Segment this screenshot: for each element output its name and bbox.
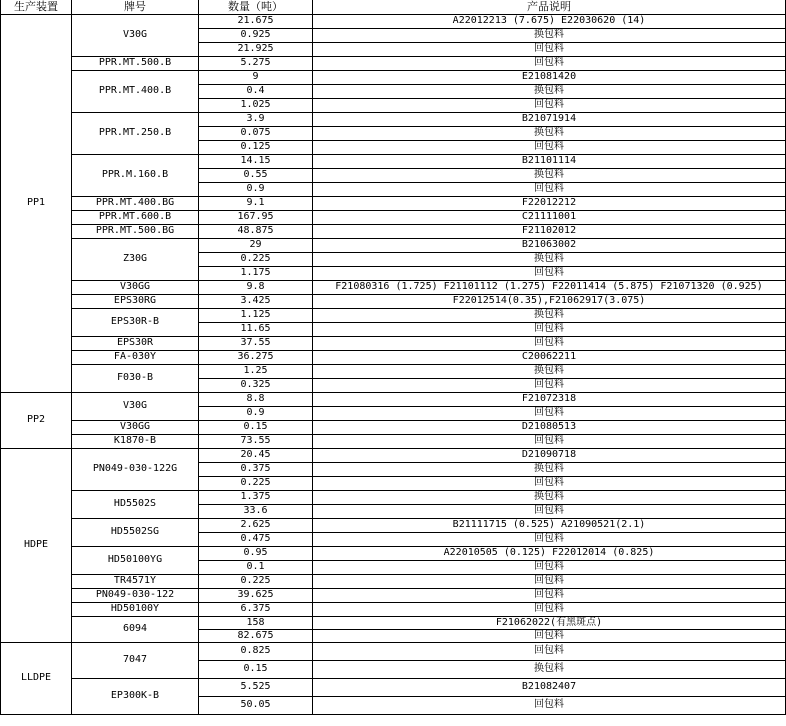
cell-desc[interactable]: 换包料	[313, 462, 786, 476]
cell-desc[interactable]: 回包料	[313, 42, 786, 56]
cell-desc[interactable]: 回包料	[313, 98, 786, 112]
table-row	[1, 642, 786, 660]
cell-desc[interactable]: B21082407	[313, 678, 786, 696]
cell-grade[interactable]: PN049-030-122	[72, 588, 199, 602]
cell-desc[interactable]: 回包料	[313, 56, 786, 70]
cell-qty[interactable]: 21.675	[199, 14, 313, 28]
cell-qty[interactable]: 0.4	[199, 84, 313, 98]
cell-qty[interactable]: 11.65	[199, 322, 313, 336]
table-row	[1, 420, 786, 434]
cell-qty[interactable]: 1.125	[199, 308, 313, 322]
cell-qty[interactable]: 0.225	[199, 574, 313, 588]
cell-desc[interactable]: 换包料	[313, 84, 786, 98]
cell-qty[interactable]: 50.05	[199, 696, 313, 714]
table-row	[1, 434, 786, 448]
cell-qty[interactable]: 0.1	[199, 560, 313, 574]
cell-qty[interactable]: 14.15	[199, 154, 313, 168]
cell-grade[interactable]: EP300K-B	[72, 678, 199, 714]
cell-desc[interactable]: 回包料	[313, 476, 786, 490]
cell-qty[interactable]: 0.475	[199, 532, 313, 546]
cell-desc[interactable]: D21080513	[313, 420, 786, 434]
cell-desc[interactable]: 换包料	[313, 490, 786, 504]
cell-qty[interactable]: 21.925	[199, 42, 313, 56]
cell-qty[interactable]: 0.15	[199, 660, 313, 678]
cell-grade[interactable]: EPS30R-B	[72, 308, 199, 336]
cell-qty[interactable]: 0.95	[199, 546, 313, 560]
cell-desc[interactable]: 回包料	[313, 574, 786, 588]
cell-desc[interactable]: F22012514(0.35),F21062917(3.075)	[313, 294, 786, 308]
cell-grade[interactable]: HD50100Y	[72, 602, 199, 616]
cell-desc[interactable]: 回包料	[313, 434, 786, 448]
cell-desc[interactable]: B21071914	[313, 112, 786, 126]
cell-grade[interactable]: HD5502SG	[72, 518, 199, 546]
cell-qty[interactable]: 0.9	[199, 182, 313, 196]
cell-desc[interactable]: 回包料	[313, 560, 786, 574]
cell-qty[interactable]: 5.275	[199, 56, 313, 70]
cell-qty[interactable]: 3.9	[199, 112, 313, 126]
cell-grade[interactable]: 7047	[72, 642, 199, 678]
cell-qty[interactable]: 9.1	[199, 196, 313, 210]
cell-desc[interactable]: 回包料	[313, 322, 786, 336]
cell-desc[interactable]: F21072318	[313, 392, 786, 406]
table-row	[1, 392, 786, 406]
cell-desc[interactable]: 回包料	[313, 336, 786, 350]
table-row	[1, 490, 786, 504]
cell-desc[interactable]: A22010505 (0.125) F22012014 (0.825)	[313, 546, 786, 560]
cell-qty[interactable]: 0.225	[199, 476, 313, 490]
cell-desc[interactable]: A22012213 (7.675) E22030620 (14)	[313, 14, 786, 28]
cell-qty[interactable]: 20.45	[199, 448, 313, 462]
cell-grade[interactable]: V30GG	[72, 420, 199, 434]
cell-qty[interactable]: 0.55	[199, 168, 313, 182]
cell-desc[interactable]: 换包料	[313, 660, 786, 678]
header-plant[interactable]: 生产装置	[1, 0, 72, 14]
cell-qty[interactable]: 0.15	[199, 420, 313, 434]
table-row	[1, 616, 786, 629]
table-row	[1, 294, 786, 308]
cell-grade[interactable]: V30GG	[72, 280, 199, 294]
cell-qty[interactable]: 39.625	[199, 588, 313, 602]
cell-desc[interactable]: 回包料	[313, 140, 786, 154]
cell-desc[interactable]: 回包料	[313, 532, 786, 546]
cell-desc[interactable]: 换包料	[313, 364, 786, 378]
cell-desc[interactable]: 换包料	[313, 126, 786, 140]
cell-grade[interactable]: FA-030Y	[72, 350, 199, 364]
cell-grade[interactable]: TR4571Y	[72, 574, 199, 588]
table-row	[1, 210, 786, 224]
cell-qty[interactable]: 158	[199, 616, 313, 629]
table-row	[1, 308, 786, 322]
cell-qty[interactable]: 0.075	[199, 126, 313, 140]
table-row	[1, 678, 786, 696]
cell-desc[interactable]: 换包料	[313, 28, 786, 42]
cell-desc[interactable]: B21101114	[313, 154, 786, 168]
cell-qty[interactable]: 48.875	[199, 224, 313, 238]
table-row	[1, 448, 786, 462]
cell-qty[interactable]: 1.25	[199, 364, 313, 378]
cell-plant[interactable]: HDPE	[1, 448, 72, 642]
header-grade[interactable]: 牌号	[72, 0, 199, 14]
cell-qty[interactable]: 6.375	[199, 602, 313, 616]
cell-qty[interactable]: 9.8	[199, 280, 313, 294]
table-row	[1, 196, 786, 210]
cell-desc[interactable]: C20062211	[313, 350, 786, 364]
table-row	[1, 588, 786, 602]
cell-desc[interactable]: F21080316 (1.725) F21101112 (1.275) F22011414 (5.875) F21071320 (0.925)	[313, 280, 786, 294]
cell-qty[interactable]: 29	[199, 238, 313, 252]
cell-qty[interactable]: 0.825	[199, 642, 313, 660]
cell-desc[interactable]: 回包料	[313, 504, 786, 518]
cell-qty[interactable]: 0.9	[199, 406, 313, 420]
cell-qty[interactable]: 0.325	[199, 378, 313, 392]
cell-desc[interactable]: B21063002	[313, 238, 786, 252]
table-row	[1, 238, 786, 252]
cell-grade[interactable]: PPR.MT.250.B	[72, 112, 199, 154]
cell-grade[interactable]: EPS30RG	[72, 294, 199, 308]
table-row	[1, 154, 786, 168]
cell-qty[interactable]: 167.95	[199, 210, 313, 224]
cell-qty[interactable]: 0.925	[199, 28, 313, 42]
table-row	[1, 280, 786, 294]
cell-grade[interactable]: PPR.M.160.B	[72, 154, 199, 196]
header-desc[interactable]: 产品说明	[313, 0, 786, 14]
cell-qty[interactable]: 1.025	[199, 98, 313, 112]
cell-grade[interactable]: K1870-B	[72, 434, 199, 448]
cell-grade[interactable]: F030-B	[72, 364, 199, 392]
cell-desc[interactable]: F22012212	[313, 196, 786, 210]
cell-qty[interactable]: 2.625	[199, 518, 313, 532]
cell-grade[interactable]: Z30G	[72, 238, 199, 280]
cell-desc[interactable]: F21062022(有黑斑点)	[313, 616, 786, 629]
cell-qty[interactable]: 37.55	[199, 336, 313, 350]
table-row	[1, 364, 786, 378]
cell-qty[interactable]: 0.375	[199, 462, 313, 476]
cell-desc[interactable]: 换包料	[313, 252, 786, 266]
cell-plant[interactable]: LLDPE	[1, 642, 72, 714]
cell-qty[interactable]: 36.275	[199, 350, 313, 364]
table-row	[1, 70, 786, 84]
cell-grade[interactable]: 6094	[72, 616, 199, 642]
cell-grade[interactable]: PPR.MT.400.BG	[72, 196, 199, 210]
cell-grade[interactable]: PPR.MT.500.B	[72, 56, 199, 70]
cell-desc[interactable]: 换包料	[313, 308, 786, 322]
table-row	[1, 112, 786, 126]
cell-grade[interactable]: PPR.MT.600.B	[72, 210, 199, 224]
cell-desc[interactable]: 回包料	[313, 642, 786, 660]
table-row	[1, 224, 786, 238]
table-row	[1, 574, 786, 588]
cell-desc[interactable]: E21081420	[313, 70, 786, 84]
cell-qty[interactable]: 1.375	[199, 490, 313, 504]
cell-qty[interactable]: 33.6	[199, 504, 313, 518]
cell-desc[interactable]: C21111001	[313, 210, 786, 224]
cell-desc[interactable]: 回包料	[313, 266, 786, 280]
cell-grade[interactable]: HD5502S	[72, 490, 199, 518]
cell-grade[interactable]: HD50100YG	[72, 546, 199, 574]
cell-grade[interactable]: PN049-030-122G	[72, 448, 199, 490]
cell-grade[interactable]: V30G	[72, 14, 199, 56]
cell-desc[interactable]: 回包料	[313, 629, 786, 642]
cell-desc[interactable]: 回包料	[313, 182, 786, 196]
table-row	[1, 350, 786, 364]
table-row	[1, 336, 786, 350]
cell-qty[interactable]: 1.175	[199, 266, 313, 280]
cell-desc[interactable]: 回包料	[313, 378, 786, 392]
cell-grade[interactable]: PPR.MT.400.B	[72, 70, 199, 112]
cell-qty[interactable]: 5.525	[199, 678, 313, 696]
table-row	[1, 14, 786, 28]
cell-desc[interactable]: 回包料	[313, 588, 786, 602]
table-row	[1, 518, 786, 532]
cell-grade[interactable]: EPS30R	[72, 336, 199, 350]
cell-plant[interactable]: PP1	[1, 14, 72, 392]
header-qty[interactable]: 数量（吨）	[199, 0, 313, 14]
cell-desc[interactable]: B21111715 (0.525) A21090521(2.1)	[313, 518, 786, 532]
cell-desc[interactable]: 回包料	[313, 406, 786, 420]
cell-desc[interactable]: 换包料	[313, 168, 786, 182]
cell-qty[interactable]: 8.8	[199, 392, 313, 406]
table-row	[1, 602, 786, 616]
cell-qty[interactable]: 9	[199, 70, 313, 84]
cell-qty[interactable]: 3.425	[199, 294, 313, 308]
cell-grade[interactable]: V30G	[72, 392, 199, 420]
cell-desc[interactable]: D21090718	[313, 448, 786, 462]
table-body	[1, 14, 786, 714]
cell-desc[interactable]: 回包料	[313, 696, 786, 714]
cell-qty[interactable]: 0.225	[199, 252, 313, 266]
table-row	[1, 56, 786, 70]
cell-desc[interactable]: 回包料	[313, 602, 786, 616]
header-row	[1, 0, 786, 14]
cell-plant[interactable]: PP2	[1, 392, 72, 448]
cell-qty[interactable]: 82.675	[199, 629, 313, 642]
cell-qty[interactable]: 0.125	[199, 140, 313, 154]
cell-qty[interactable]: 73.55	[199, 434, 313, 448]
cell-grade[interactable]: PPR.MT.500.BG	[72, 224, 199, 238]
table-row	[1, 546, 786, 560]
cell-desc[interactable]: F21102012	[313, 224, 786, 238]
